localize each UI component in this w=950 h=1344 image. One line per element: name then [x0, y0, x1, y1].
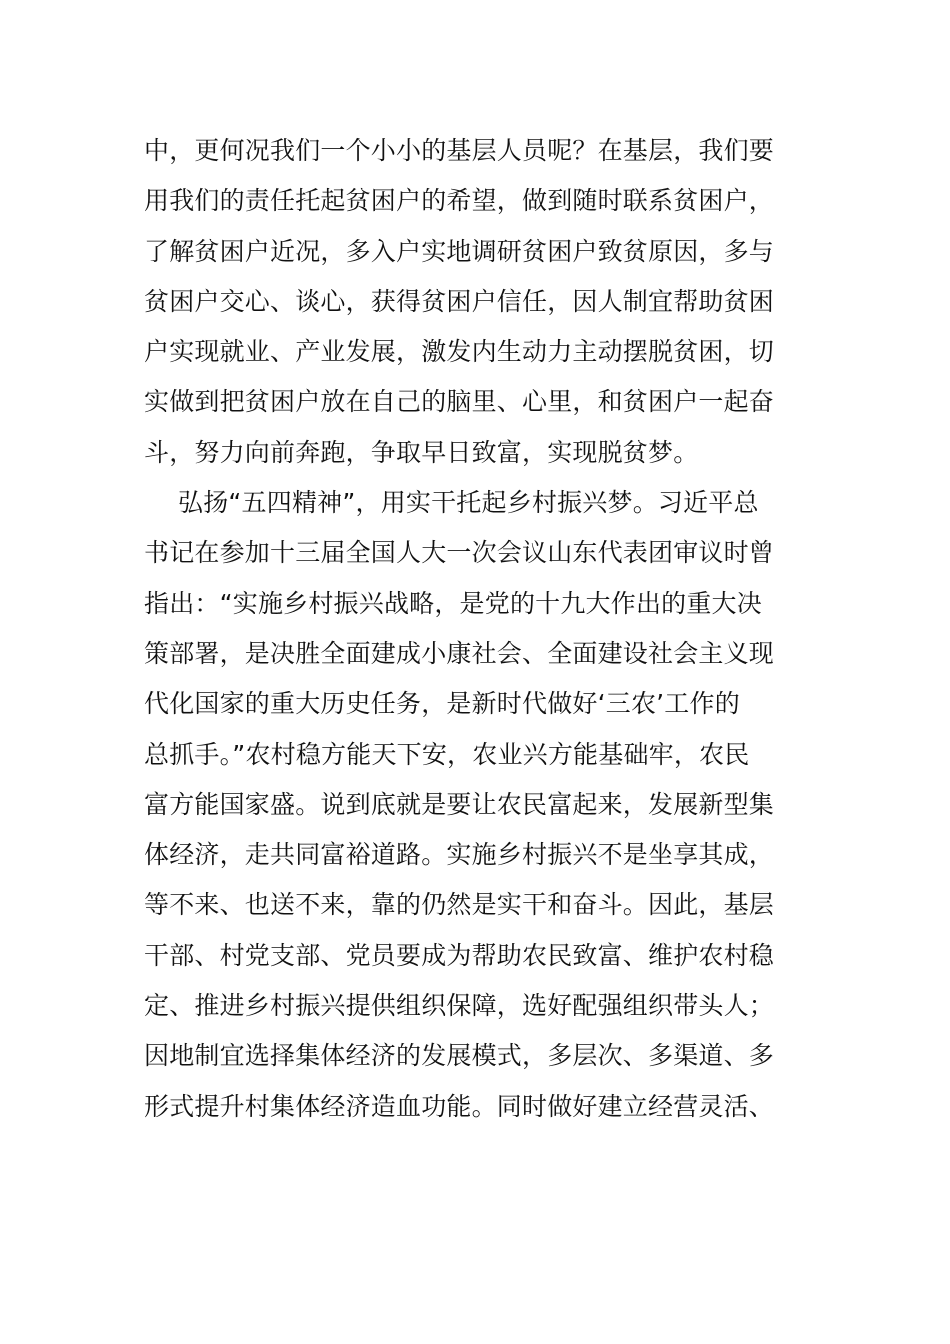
text-line: 形式提升村集体经济造血功能。同时做好建立经营灵活、	[144, 1091, 775, 1121]
text-line: 用我们的责任托起贫困户的希望，做到随时联系贫困户，	[144, 186, 775, 216]
text-line: 富方能国家盛。说到底就是要让农民富起来，发展新型集	[144, 789, 775, 819]
text-line: 中，更何况我们一个小小的基层人员呢？在基层，我们要	[144, 136, 775, 165]
text-line: 总抓手。”农村稳方能天下安，农业兴方能基础牢，农民	[144, 739, 750, 769]
text-line: 实做到把贫困户放在自己的脑里、心里，和贫困户一起奋	[144, 387, 775, 417]
text-line: 斗，努力向前奔跑，争取早日致富，实现脱贫梦。	[144, 437, 699, 467]
text-line: 策部署，是决胜全面建成小康社会、全面建设社会主义现	[144, 638, 775, 668]
text-line: 定、推进乡村振兴提供组织保障，选好配强组织带头人；	[144, 991, 775, 1021]
text-line: 干部、村党支部、党员要成为帮助农民致富、维护农村稳	[144, 940, 775, 970]
text-line: 了解贫困户近况，多入户实地调研贫困户致贫原因，多与	[144, 236, 775, 266]
text-line: 等不来、也送不来，靠的仍然是实干和奋斗。因此，基层	[144, 890, 775, 920]
text-line: 代化国家的重大历史任务，是新时代做好‘三农’工作的	[144, 689, 740, 719]
body-text	[144, 126, 804, 1182]
text-line: 指出：“实施乡村振兴战略，是党的十九大作出的重大决	[144, 588, 762, 618]
text-line: 书记在参加十三届全国人大一次会议山东代表团审议时曾	[144, 538, 775, 568]
text-line: 户实现就业、产业发展，激发内生动力主动摆脱贫困，切	[144, 337, 775, 367]
text-line: 弘扬“五四精神”，用实干托起乡村振兴梦。习近平总	[178, 488, 759, 518]
text-line: 贫困户交心、谈心，获得贫困户信任，因人制宜帮助贫困	[144, 286, 775, 316]
text-line: 体经济，走共同富裕道路。实施乡村振兴不是坐享其成，	[144, 840, 775, 870]
text-line	[144, 1132, 804, 1182]
text-line: 因地制宜选择集体经济的发展模式，多层次、多渠道、多	[144, 1041, 775, 1071]
